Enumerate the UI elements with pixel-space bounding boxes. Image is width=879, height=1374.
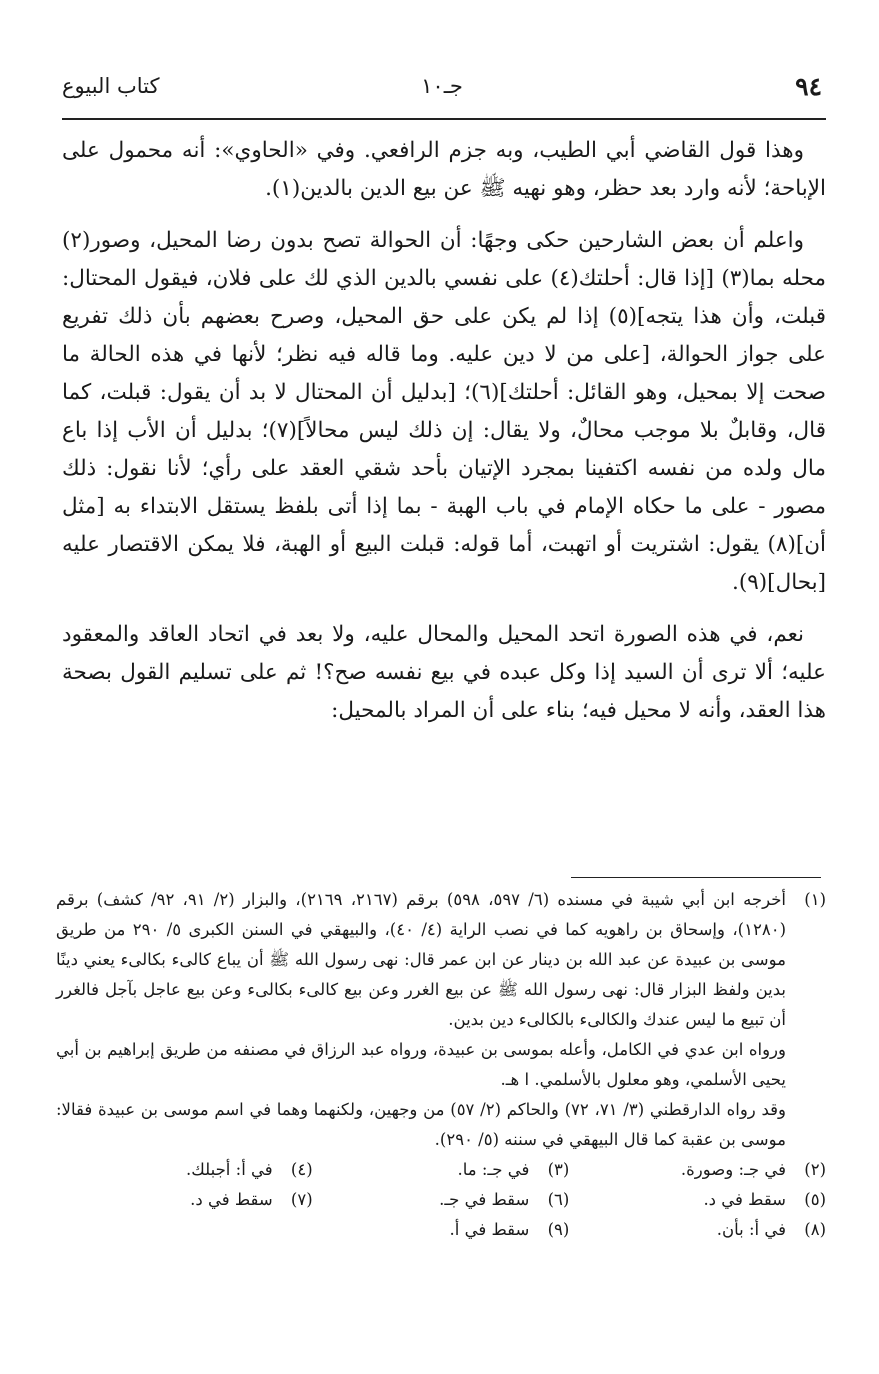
footnote-number: (٣) [547, 1160, 570, 1179]
footnote-number: (١) [804, 890, 826, 909]
footnote-number: (٧) [290, 1190, 313, 1209]
paragraph: نعم، في هذه الصورة اتحد المحيل والمحال عليه، ولا بعد في اتحاد العاقد والمعقود عليه؛ ألا ترى أن السيد إذا وكل عبده في بيع نفسه صح؟! ثم على تسليم القول بصحة هذا العقد، وأنه لا محيل فيه؛ بناء على أن المراد بالمحيل: [62, 622, 826, 723]
footnote-item [313, 1155, 570, 1185]
footnote-item [313, 1215, 570, 1245]
footnote-item [569, 1215, 826, 1245]
footnote-text: أخرجه ابن أبي شيبة في مسنده (٦/ ٥٩٧، ٥٩٨) برقم (٢١٦٧، ٢١٦٩)، والبزار (٢/ ٩١، ٩٢/ كشف) برقم (١٢٨٠)، وإسحاق بن راهويه كما في نصب الراية (٤/ ٤٠)، والبيهقي في السنن الكبرى ٥/ ٢٩٠ من طريق موسى بن عبيدة عن عبد الله بن دينار عن ابن عمر قال: نهى رسول الله ﷺ أن يباع كالىء بكالىء يعني دينًا بدين ولفظ البزار قال: نهى رسول الله ﷺ عن بيع الغرر وعن بيع كالىء بكالىء وعن بيع عاجل بآجل فالغرر أن تبيع ما ليس عندك والكالىء بالكالىء دين بدين. [56, 890, 787, 1029]
footnote-1 [56, 885, 826, 1035]
book-title: كتاب البيوع [62, 74, 160, 98]
footnote-text: في أ: أجبلك. [186, 1160, 273, 1179]
footnote-number: (٨) [804, 1220, 826, 1239]
footnote-1-continuation: وقد رواه الدارقطني (٣/ ٧١، ٧٢) والحاكم (٢/ ٥٧) من وجهين، ولكنهما وهما في اسم موسى بن عبيدة فقالا: موسى بن عقبة كما قال البيهقي في سننه (٥/ ٢٩٠). [56, 1100, 786, 1149]
footnote-number: (٤) [290, 1160, 313, 1179]
footnote-text: سقط في أ. [449, 1220, 530, 1239]
footnote-number: (٩) [547, 1220, 570, 1239]
footnote-text: سقط في جـ. [439, 1190, 530, 1209]
footnote-item [569, 1185, 826, 1215]
footnote-number: (٥) [804, 1190, 826, 1209]
footnote-item [569, 1155, 826, 1185]
footnote-item [313, 1185, 570, 1215]
footnotes [56, 885, 826, 1245]
header-rule [62, 118, 826, 120]
footnote-text: سقط في د. [703, 1190, 786, 1209]
footnote-1-continuation: ورواه ابن عدي في الكامل، وأعله بموسى بن عبيدة، ورواه عبد الرزاق في مصنفه من طريق إبراهيم بن أبي يحيى الأسلمي، وهو معلول بالأسلمي. ا هـ. [56, 1040, 786, 1089]
footnote-text: سقط في د. [190, 1190, 273, 1209]
footnote-item [56, 1155, 313, 1185]
page-header [62, 72, 822, 112]
footnote-number: (٦) [547, 1190, 570, 1209]
paragraph: واعلم أن بعض الشارحين حكى وجهًا: أن الحوالة تصح بدون رضا المحيل، وصور(٢) محله بما(٣) [إذا قال: أحلتك(٤) على نفسي بالدين الذي لك على فلان، فيقول المحتال: قبلت، وأن هذا يتجه](٥) إذا لم يكن على حق المحيل، وصرح بعضهم بأن ذلك تفريع على جواز الحوالة، [على من لا دين عليه. وما قاله فيه نظر؛ لأنها في هذه الحالة ما صحت إلا بمحيل، وهو القائل: أحلتك](٦)؛ [بدليل أن المحتال لا بد أن يقول: قبلت، كما قال، وقابلٌ بلا موجب محالٌ، ولا يقال: إن ذلك ليس محالاً](٧)؛ بدليل أن الأب إذا باع مال ولده من نفسه اكتفينا بمجرد الإتيان بأحد شقي العقد على رأي؛ لأنا نقول: ذلك مصور - على ما حكاه الإمام في باب الهبة - بما إذا أتى بلفظ يستقل الابتداء به [مثل أن](٨) يقول: اشتريت أو اتهبت، أما قوله: قبلت البيع أو الهبة، فلا يمكن الاقتصار عليه [بحال](٩). [62, 228, 826, 595]
volume-label: جـ١٠ [421, 74, 463, 98]
page-number: ٩٤ [795, 72, 822, 101]
main-text [62, 132, 826, 744]
footnote-item [56, 1185, 313, 1215]
short-footnotes [56, 1155, 826, 1245]
footnote-separator [571, 877, 821, 878]
footnote-number: (٢) [804, 1160, 826, 1179]
footnote-text: في أ: بأن. [716, 1220, 786, 1239]
paragraph: وهذا قول القاضي أبي الطيب، وبه جزم الرافعي. وفي «الحاوي»: أنه محمول على الإباحة؛ لأنه وارد بعد حظر، وهو نهيه ﷺ عن بيع الدين بالدين(١). [62, 138, 826, 201]
footnote-text: في جـ: ما. [457, 1160, 530, 1179]
footnote-text: في جـ: وصورة. [680, 1160, 786, 1179]
